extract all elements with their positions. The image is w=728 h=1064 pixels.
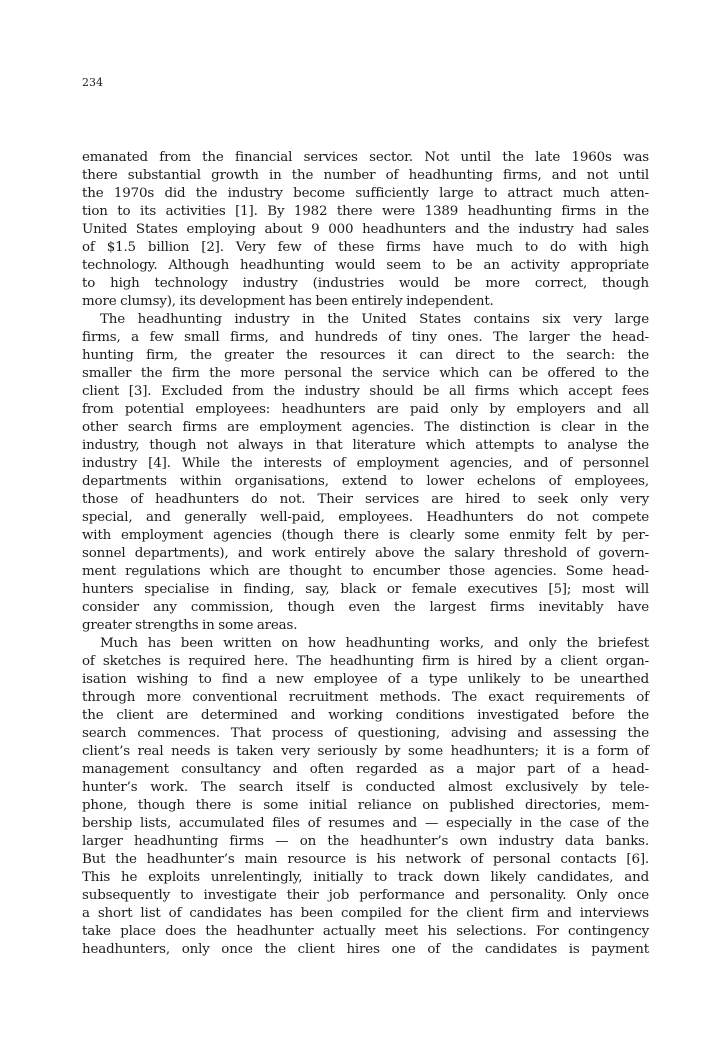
text-line: consider any commission, though even the largest firms inevitably have	[82, 600, 649, 615]
text-line: more clumsy), its development has been entirely independent.	[82, 294, 494, 309]
text-line: the 1970s did the industry become sufficiently large to attract much atten-	[82, 186, 649, 201]
text-line: greater strengths in some areas.	[82, 618, 298, 633]
text-line: client’s real needs is taken very seriously by some headhunters; it is a form of	[82, 744, 649, 759]
text-line: from potential employees: headhunters are paid only by employers and all	[82, 402, 649, 417]
text-line: take place does the headhunter actually meet his selections. For contingency	[82, 924, 649, 939]
text-line: But the headhunter’s main resource is his network of personal contacts [6].	[82, 852, 649, 867]
text-line: bership lists, accumulated files of resumes and — especially in the case of the	[82, 816, 649, 831]
text-line: of sketches is required here. The headhunting firm is hired by a client organ-	[82, 654, 649, 669]
text-line: The headhunting industry in the United States contains six very large	[100, 312, 649, 327]
page-number: 234	[82, 76, 103, 89]
text-line: sonnel departments), and work entirely above the salary threshold of govern-	[82, 546, 649, 561]
text-line: headhunters, only once the client hires one of the candidates is payment	[82, 942, 649, 957]
text-line: special, and generally well-paid, employees. Headhunters do not compete	[82, 510, 649, 525]
text-line: isation wishing to find a new employee of a type unlikely to be unearthed	[82, 672, 649, 687]
text-line: there substantial growth in the number of headhunting firms, and not until	[82, 168, 649, 183]
text-line: to high technology industry (industries would be more correct, though	[82, 276, 649, 291]
text-line: technology. Although headhunting would seem to be an activity appropriate	[82, 258, 649, 273]
text-line: industry [4]. While the interests of employment agencies, and of personnel	[82, 456, 649, 471]
text-line: hunting firm, the greater the resources it can direct to the search: the	[82, 348, 649, 363]
text-line: phone, though there is some initial reliance on published directories, mem-	[82, 798, 649, 813]
text-line: management consultancy and often regarded as a major part of a head-	[82, 762, 649, 777]
text-line: client [3]. Excluded from the industry should be all firms which accept fees	[82, 384, 649, 399]
text-line: the client are determined and working conditions investigated before the	[82, 708, 649, 723]
text-line: Much has been written on how headhunting works, and only the briefest	[100, 636, 649, 651]
text-line: other search firms are employment agencies. The distinction is clear in the	[82, 420, 649, 435]
text-line: emanated from the financial services sector. Not until the late 1960s was	[82, 150, 649, 165]
text-line: smaller the firm the more personal the service which can be offered to the	[82, 366, 649, 381]
text-line: larger headhunting firms — on the headhunter’s own industry data banks.	[82, 834, 649, 849]
text-line: hunters specialise in finding, say, black or female executives [5]; most will	[82, 582, 649, 597]
text-line: tion to its activities [1]. By 1982 there were 1389 headhunting firms in the	[82, 204, 649, 219]
text-line: of $1.5 billion [2]. Very few of these firms have much to do with high	[82, 240, 649, 255]
text-line: through more conventional recruitment methods. The exact requirements of	[82, 690, 649, 705]
text-line: industry, though not always in that literature which attempts to analyse the	[82, 438, 649, 453]
text-line: subsequently to investigate their job performance and personality. Only once	[82, 888, 649, 903]
text-line: a short list of candidates has been compiled for the client firm and interviews	[82, 906, 649, 921]
text-line: hunter’s work. The search itself is conducted almost exclusively by tele-	[82, 780, 649, 795]
text-line: This he exploits unrelentingly, initially to track down likely candidates, and	[82, 870, 649, 885]
body-text	[82, 149, 649, 959]
text-line: those of headhunters do not. Their services are hired to seek only very	[82, 492, 649, 507]
text-line: ment regulations which are thought to encumber those agencies. Some head-	[82, 564, 649, 579]
text-line: with employment agencies (though there is clearly some enmity felt by per-	[82, 528, 649, 543]
text-line: search commences. That process of questioning, advising and assessing the	[82, 726, 649, 741]
text-line: firms, a few small firms, and hundreds of tiny ones. The larger the head-	[82, 330, 649, 345]
text-line: departments within organisations, extend to lower echelons of employees,	[82, 474, 649, 489]
text-line: United States employing about 9 000 headhunters and the industry had sales	[82, 222, 649, 237]
